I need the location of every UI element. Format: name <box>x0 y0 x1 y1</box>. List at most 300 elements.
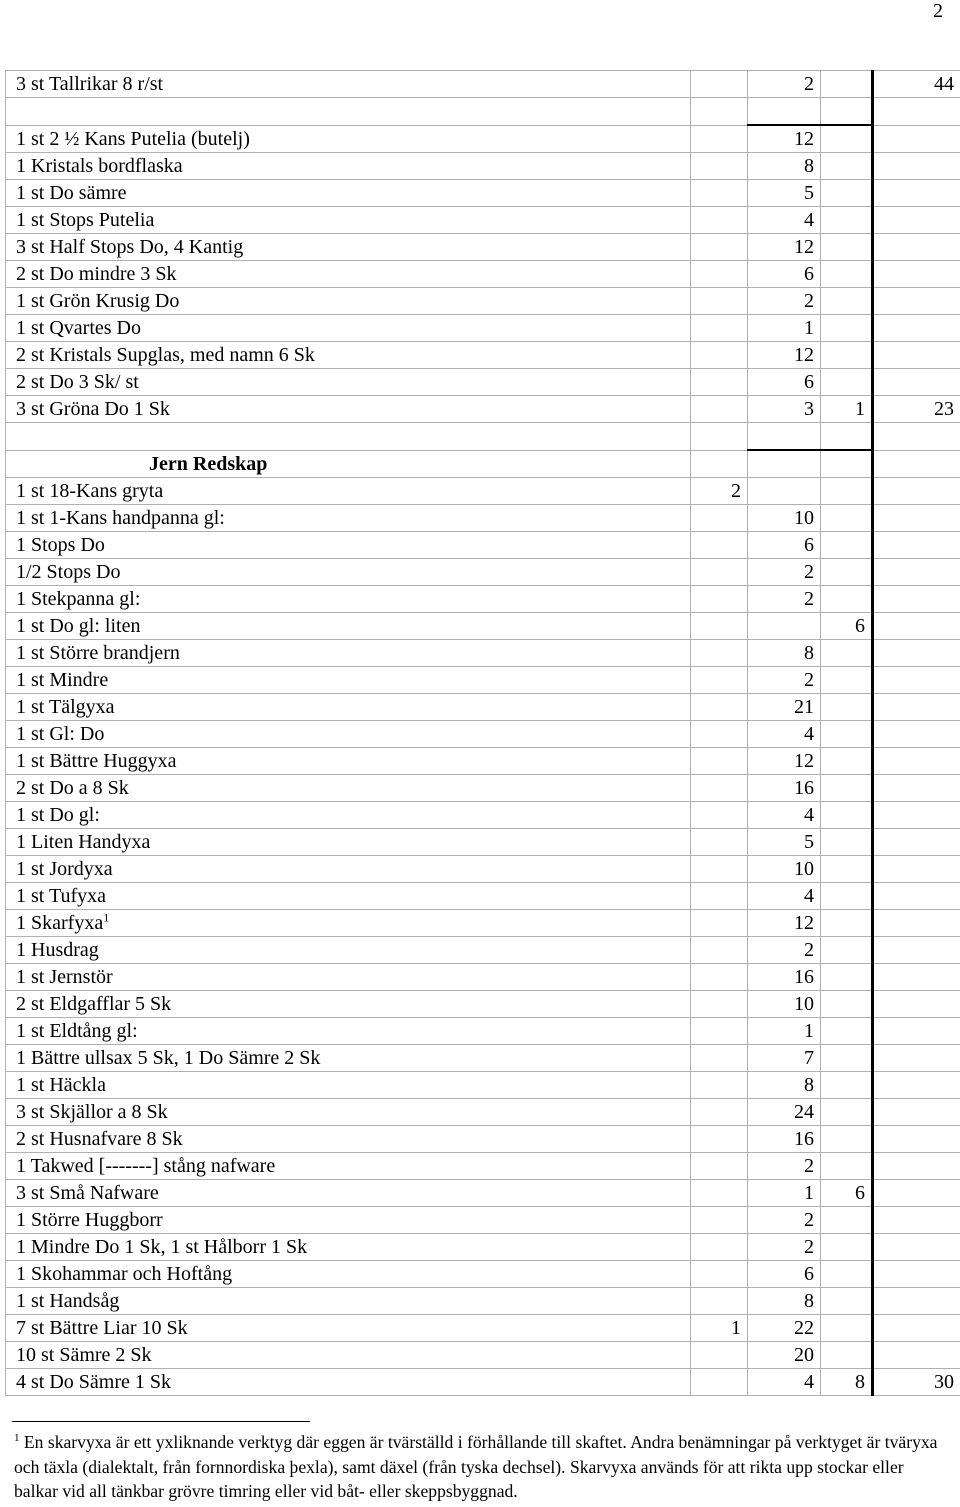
value-cell-c4 <box>873 1018 960 1045</box>
value-cell-c2: 3 <box>748 396 821 423</box>
value-cell-c2: 1 <box>748 315 821 342</box>
value-cell-c3 <box>821 1261 873 1288</box>
value-cell-c2: 2 <box>748 1207 821 1234</box>
value-cell-c2: 6 <box>748 532 821 559</box>
value-cell-c4 <box>873 1099 960 1126</box>
description-text: 2 st Do 3 Sk/ st <box>16 371 139 393</box>
value-cell-c4 <box>873 369 960 396</box>
description-text: 1 st Do sämre <box>16 182 127 204</box>
value-cell-c1 <box>691 450 748 478</box>
item-description <box>6 1126 691 1153</box>
table-row <box>6 342 960 369</box>
value-cell-c2: 1 <box>748 1018 821 1045</box>
table-row <box>6 721 960 748</box>
value-cell-c4 <box>873 1315 960 1342</box>
inventory-table <box>5 70 960 1396</box>
table-row <box>6 1369 960 1396</box>
description-text: 1/2 Stops Do <box>16 561 121 583</box>
value-cell-c3 <box>821 910 873 937</box>
value-cell-c4 <box>873 586 960 613</box>
item-description <box>6 180 691 207</box>
value-cell-c3 <box>821 478 873 505</box>
description-text: 1 st 2 ½ Kans Putelia (butelj) <box>16 127 250 150</box>
value-cell-c2: 5 <box>748 829 821 856</box>
value-cell-c2: 20 <box>748 1342 821 1369</box>
table-row <box>6 856 960 883</box>
item-description <box>6 342 691 369</box>
table-row <box>6 71 960 98</box>
table-row <box>6 910 960 937</box>
description-text: 1 st 18-Kans gryta <box>16 480 164 502</box>
value-cell-c4 <box>873 315 960 342</box>
value-cell-c4 <box>873 207 960 234</box>
value-cell-c1 <box>691 964 748 991</box>
value-cell-c3 <box>821 1099 873 1126</box>
value-cell-c1 <box>691 775 748 802</box>
table-row <box>6 396 960 423</box>
value-cell-c2: 5 <box>748 180 821 207</box>
value-cell-c1 <box>691 153 748 180</box>
value-cell-c2: 2 <box>748 1234 821 1261</box>
value-cell-c2: 16 <box>748 775 821 802</box>
description-text: 1 Skarfyxa <box>16 912 104 934</box>
item-description <box>6 288 691 315</box>
item-description <box>6 1234 691 1261</box>
item-description <box>6 883 691 910</box>
item-description <box>6 98 691 126</box>
value-cell-c3 <box>821 748 873 775</box>
value-cell-c2: 16 <box>748 1126 821 1153</box>
value-cell-c2: 2 <box>748 1153 821 1180</box>
value-cell-c2 <box>748 450 821 478</box>
value-cell-c4 <box>873 234 960 261</box>
value-cell-c1 <box>691 423 748 451</box>
description-text: 1 st Större brandjern <box>16 642 180 664</box>
value-cell-c2: 24 <box>748 1099 821 1126</box>
value-cell-c4 <box>873 856 960 883</box>
value-cell-c3 <box>821 937 873 964</box>
item-description <box>6 207 691 234</box>
value-cell-c2: 2 <box>748 288 821 315</box>
table-row <box>6 1207 960 1234</box>
table-row <box>6 98 960 126</box>
description-text: 1 st Mindre <box>16 669 109 691</box>
table-row <box>6 532 960 559</box>
value-cell-c1: 2 <box>691 478 748 505</box>
description-text: 1 st Jordyxa <box>16 858 113 880</box>
item-description <box>6 964 691 991</box>
description-text: 1 Mindre Do 1 Sk, 1 st Hålborr 1 Sk <box>16 1236 308 1258</box>
value-cell-c4 <box>873 478 960 505</box>
value-cell-c3 <box>821 1207 873 1234</box>
item-description <box>6 1153 691 1180</box>
value-cell-c4 <box>873 1261 960 1288</box>
value-cell-c3 <box>821 180 873 207</box>
table-row <box>6 315 960 342</box>
item-description <box>6 1261 691 1288</box>
value-cell-c3 <box>821 98 873 126</box>
value-cell-c1 <box>691 1153 748 1180</box>
value-cell-c2: 2 <box>748 559 821 586</box>
table-row <box>6 1126 960 1153</box>
value-cell-c4 <box>873 937 960 964</box>
item-description <box>6 532 691 559</box>
value-cell-c4 <box>873 125 960 153</box>
value-cell-c1 <box>691 369 748 396</box>
description-text: 1 Husdrag <box>16 939 99 961</box>
value-cell-c4 <box>873 153 960 180</box>
value-cell-c2: 4 <box>748 207 821 234</box>
value-cell-c1 <box>691 532 748 559</box>
value-cell-c1 <box>691 1126 748 1153</box>
value-cell-c1 <box>691 802 748 829</box>
table-row <box>6 748 960 775</box>
table-row <box>6 1315 960 1342</box>
value-cell-c3 <box>821 1342 873 1369</box>
value-cell-c3 <box>821 1072 873 1099</box>
value-cell-c1 <box>691 748 748 775</box>
value-cell-c3 <box>821 1288 873 1315</box>
description-text: 1 st Grön Krusig Do <box>16 290 180 312</box>
value-cell-c3 <box>821 234 873 261</box>
footnote-text: En skarvyxa är ett yxliknande verktyg där eggen är tvärställd i förhållande till skaftet. Andra benämningar på verktyget är tväryxa och täxla (dialektalt, från fornnordiska þexla), samt däxel (från tyska dechsel). Skarvyxa används för att rikta upp stockar eller balkar vid all tänkbar grövre timring eller vid båt- eller skeppsbyggnad. <box>14 1432 938 1501</box>
table-row <box>6 478 960 505</box>
value-cell-c2: 8 <box>748 1288 821 1315</box>
item-description <box>6 153 691 180</box>
value-cell-c3 <box>821 964 873 991</box>
value-cell-c2: 4 <box>748 1369 821 1396</box>
table-row <box>6 559 960 586</box>
value-cell-c4 <box>873 505 960 532</box>
item-description <box>6 1045 691 1072</box>
value-cell-c3 <box>821 1315 873 1342</box>
table-row <box>6 991 960 1018</box>
table-row <box>6 613 960 640</box>
item-description <box>6 748 691 775</box>
item-description <box>6 1072 691 1099</box>
value-cell-c1 <box>691 640 748 667</box>
value-cell-c4 <box>873 98 960 126</box>
item-description <box>6 423 691 451</box>
value-cell-c1 <box>691 1369 748 1396</box>
value-cell-c4 <box>873 721 960 748</box>
description-text: 1 Takwed [-------] stång nafware <box>16 1155 276 1177</box>
description-text: 3 st Gröna Do 1 Sk <box>16 398 170 420</box>
item-description <box>6 910 691 937</box>
item-description <box>6 1342 691 1369</box>
table-row <box>6 640 960 667</box>
value-cell-c1 <box>691 910 748 937</box>
table-row <box>6 234 960 261</box>
value-cell-c2 <box>748 98 821 126</box>
page-number: 2 <box>933 0 943 22</box>
item-description <box>6 721 691 748</box>
item-description <box>6 694 691 721</box>
value-cell-c4 <box>873 829 960 856</box>
value-cell-c1 <box>691 586 748 613</box>
table-row <box>6 125 960 153</box>
table-row <box>6 1288 960 1315</box>
value-cell-c2: 10 <box>748 856 821 883</box>
value-cell-c3 <box>821 829 873 856</box>
table-row <box>6 1261 960 1288</box>
item-description <box>6 1099 691 1126</box>
table-row <box>6 261 960 288</box>
value-cell-c3 <box>821 532 873 559</box>
description-text: 1 Stops Do <box>16 534 105 556</box>
value-cell-c4 <box>873 1126 960 1153</box>
description-text: 3 st Skjällor a 8 Sk <box>16 1101 168 1123</box>
item-description <box>6 1180 691 1207</box>
table-row <box>6 288 960 315</box>
value-cell-c3 <box>821 1018 873 1045</box>
value-cell-c1 <box>691 98 748 126</box>
description-text: 2 st Kristals Supglas, med namn 6 Sk <box>16 344 315 366</box>
table-row <box>6 207 960 234</box>
value-cell-c2: 6 <box>748 261 821 288</box>
table-row <box>6 1234 960 1261</box>
table-row <box>6 369 960 396</box>
value-cell-c1 <box>691 694 748 721</box>
value-cell-c4: 44 <box>873 71 960 98</box>
value-cell-c2 <box>748 478 821 505</box>
value-cell-c2: 7 <box>748 1045 821 1072</box>
value-cell-c1 <box>691 991 748 1018</box>
value-cell-c2: 12 <box>748 910 821 937</box>
value-cell-c4 <box>873 1045 960 1072</box>
value-cell-c1 <box>691 856 748 883</box>
value-cell-c2: 21 <box>748 694 821 721</box>
value-cell-c1 <box>691 1261 748 1288</box>
table-row <box>6 829 960 856</box>
value-cell-c2: 6 <box>748 1261 821 1288</box>
value-cell-c4 <box>873 1234 960 1261</box>
description-text: 2 st Do mindre 3 Sk <box>16 263 177 285</box>
description-text: 1 st 1-Kans handpanna gl: <box>16 507 225 529</box>
table-row <box>6 505 960 532</box>
value-cell-c4 <box>873 1180 960 1207</box>
value-cell-c1 <box>691 829 748 856</box>
value-cell-c3 <box>821 883 873 910</box>
value-cell-c4 <box>873 640 960 667</box>
value-cell-c1 <box>691 1018 748 1045</box>
description-text: 1 Kristals bordflaska <box>16 155 183 177</box>
value-cell-c2: 12 <box>748 748 821 775</box>
value-cell-c2: 4 <box>748 721 821 748</box>
value-cell-c4: 30 <box>873 1369 960 1396</box>
description-text: 1 Liten Handyxa <box>16 831 151 853</box>
section-heading <box>6 450 691 478</box>
item-description <box>6 991 691 1018</box>
table-row <box>6 802 960 829</box>
table-row <box>6 423 960 451</box>
value-cell-c3 <box>821 721 873 748</box>
value-cell-c4 <box>873 964 960 991</box>
value-cell-c2: 12 <box>748 125 821 153</box>
footnote <box>14 1430 944 1504</box>
item-description <box>6 396 691 423</box>
value-cell-c3 <box>821 991 873 1018</box>
value-cell-c1 <box>691 234 748 261</box>
description-text: 10 st Sämre 2 Sk <box>16 1344 152 1366</box>
description-text: 1 st Stops Putelia <box>16 209 155 231</box>
item-description <box>6 667 691 694</box>
value-cell-c3 <box>821 315 873 342</box>
value-cell-c3 <box>821 125 873 153</box>
value-cell-c1 <box>691 71 748 98</box>
item-description <box>6 559 691 586</box>
value-cell-c3 <box>821 856 873 883</box>
value-cell-c1 <box>691 180 748 207</box>
table-row <box>6 180 960 207</box>
value-cell-c2: 12 <box>748 342 821 369</box>
value-cell-c1: 1 <box>691 1315 748 1342</box>
description-text: 1 st Qvartes Do <box>16 317 141 339</box>
table-row <box>6 1072 960 1099</box>
value-cell-c1 <box>691 613 748 640</box>
description-text: 7 st Bättre Liar 10 Sk <box>16 1317 188 1339</box>
value-cell-c3 <box>821 288 873 315</box>
value-cell-c1 <box>691 883 748 910</box>
item-description <box>6 829 691 856</box>
value-cell-c3: 6 <box>821 1180 873 1207</box>
table-row <box>6 775 960 802</box>
value-cell-c2: 8 <box>748 640 821 667</box>
value-cell-c3 <box>821 153 873 180</box>
table-row <box>6 1045 960 1072</box>
item-description <box>6 775 691 802</box>
value-cell-c2: 1 <box>748 1180 821 1207</box>
table-row <box>6 1153 960 1180</box>
value-cell-c2: 10 <box>748 991 821 1018</box>
item-description <box>6 1315 691 1342</box>
item-description <box>6 613 691 640</box>
value-cell-c1 <box>691 1180 748 1207</box>
footnote-marker: 1 <box>14 1432 20 1445</box>
description-text: 1 Bättre ullsax 5 Sk, 1 Do Sämre 2 Sk <box>16 1047 321 1069</box>
value-cell-c4 <box>873 342 960 369</box>
value-cell-c1 <box>691 1234 748 1261</box>
value-cell-c3 <box>821 694 873 721</box>
value-cell-c4 <box>873 667 960 694</box>
table-row <box>6 937 960 964</box>
item-description <box>6 505 691 532</box>
description-text: 3 st Små Nafware <box>16 1182 159 1204</box>
value-cell-c1 <box>691 1342 748 1369</box>
table-row <box>6 694 960 721</box>
value-cell-c2: 2 <box>748 71 821 98</box>
value-cell-c4 <box>873 261 960 288</box>
value-cell-c2: 16 <box>748 964 821 991</box>
value-cell-c4 <box>873 559 960 586</box>
value-cell-c3 <box>821 667 873 694</box>
item-description <box>6 1369 691 1396</box>
table-row <box>6 153 960 180</box>
description-text: Jern Redskap <box>149 452 268 475</box>
value-cell-c3 <box>821 450 873 478</box>
description-text: 1 st Häckla <box>16 1074 106 1096</box>
item-description <box>6 802 691 829</box>
value-cell-c1 <box>691 1207 748 1234</box>
value-cell-c1 <box>691 315 748 342</box>
value-cell-c2: 6 <box>748 369 821 396</box>
value-cell-c1 <box>691 559 748 586</box>
value-cell-c3 <box>821 1234 873 1261</box>
value-cell-c2 <box>748 613 821 640</box>
value-cell-c1 <box>691 721 748 748</box>
value-cell-c3 <box>821 369 873 396</box>
table-row <box>6 1099 960 1126</box>
value-cell-c1 <box>691 342 748 369</box>
value-cell-c4 <box>873 775 960 802</box>
value-cell-c4 <box>873 613 960 640</box>
description-text: 1 st Jernstör <box>16 966 113 988</box>
value-cell-c4 <box>873 450 960 478</box>
value-cell-c1 <box>691 667 748 694</box>
table-row <box>6 1342 960 1369</box>
value-cell-c4 <box>873 883 960 910</box>
item-description <box>6 640 691 667</box>
value-cell-c3 <box>821 802 873 829</box>
value-cell-c2 <box>748 423 821 451</box>
description-text: 1 st Handsåg <box>16 1290 120 1312</box>
value-cell-c4 <box>873 1342 960 1369</box>
table-row <box>6 667 960 694</box>
value-cell-c3 <box>821 1045 873 1072</box>
value-cell-c3 <box>821 559 873 586</box>
item-description <box>6 1018 691 1045</box>
description-text: 2 st Husnafvare 8 Sk <box>16 1128 183 1150</box>
value-cell-c3 <box>821 261 873 288</box>
item-description <box>6 478 691 505</box>
item-description <box>6 125 691 153</box>
value-cell-c3 <box>821 586 873 613</box>
value-cell-c4 <box>873 423 960 451</box>
value-cell-c3 <box>821 1126 873 1153</box>
value-cell-c4 <box>873 180 960 207</box>
description-text: 1 Stekpanna gl: <box>16 588 141 610</box>
value-cell-c2: 8 <box>748 153 821 180</box>
value-cell-c3 <box>821 207 873 234</box>
item-description <box>6 71 691 98</box>
value-cell-c4 <box>873 694 960 721</box>
description-text: 1 st Eldtång gl: <box>16 1020 138 1042</box>
value-cell-c4 <box>873 1153 960 1180</box>
value-cell-c1 <box>691 1072 748 1099</box>
item-description <box>6 586 691 613</box>
value-cell-c1 <box>691 207 748 234</box>
description-text: 1 Större Huggborr <box>16 1209 163 1231</box>
value-cell-c4 <box>873 991 960 1018</box>
value-cell-c3 <box>821 423 873 451</box>
value-cell-c4 <box>873 910 960 937</box>
table-row <box>6 883 960 910</box>
description-text: 3 st Half Stops Do, 4 Kantig <box>16 236 244 258</box>
value-cell-c3 <box>821 640 873 667</box>
item-description <box>6 1207 691 1234</box>
value-cell-c3 <box>821 775 873 802</box>
value-cell-c4 <box>873 1288 960 1315</box>
value-cell-c3 <box>821 1153 873 1180</box>
value-cell-c2: 2 <box>748 586 821 613</box>
value-cell-c2: 8 <box>748 1072 821 1099</box>
value-cell-c3: 8 <box>821 1369 873 1396</box>
value-cell-c3 <box>821 342 873 369</box>
footnote-separator <box>12 1421 310 1422</box>
value-cell-c3: 1 <box>821 396 873 423</box>
description-text: 2 st Do a 8 Sk <box>16 777 129 799</box>
value-cell-c2: 22 <box>748 1315 821 1342</box>
